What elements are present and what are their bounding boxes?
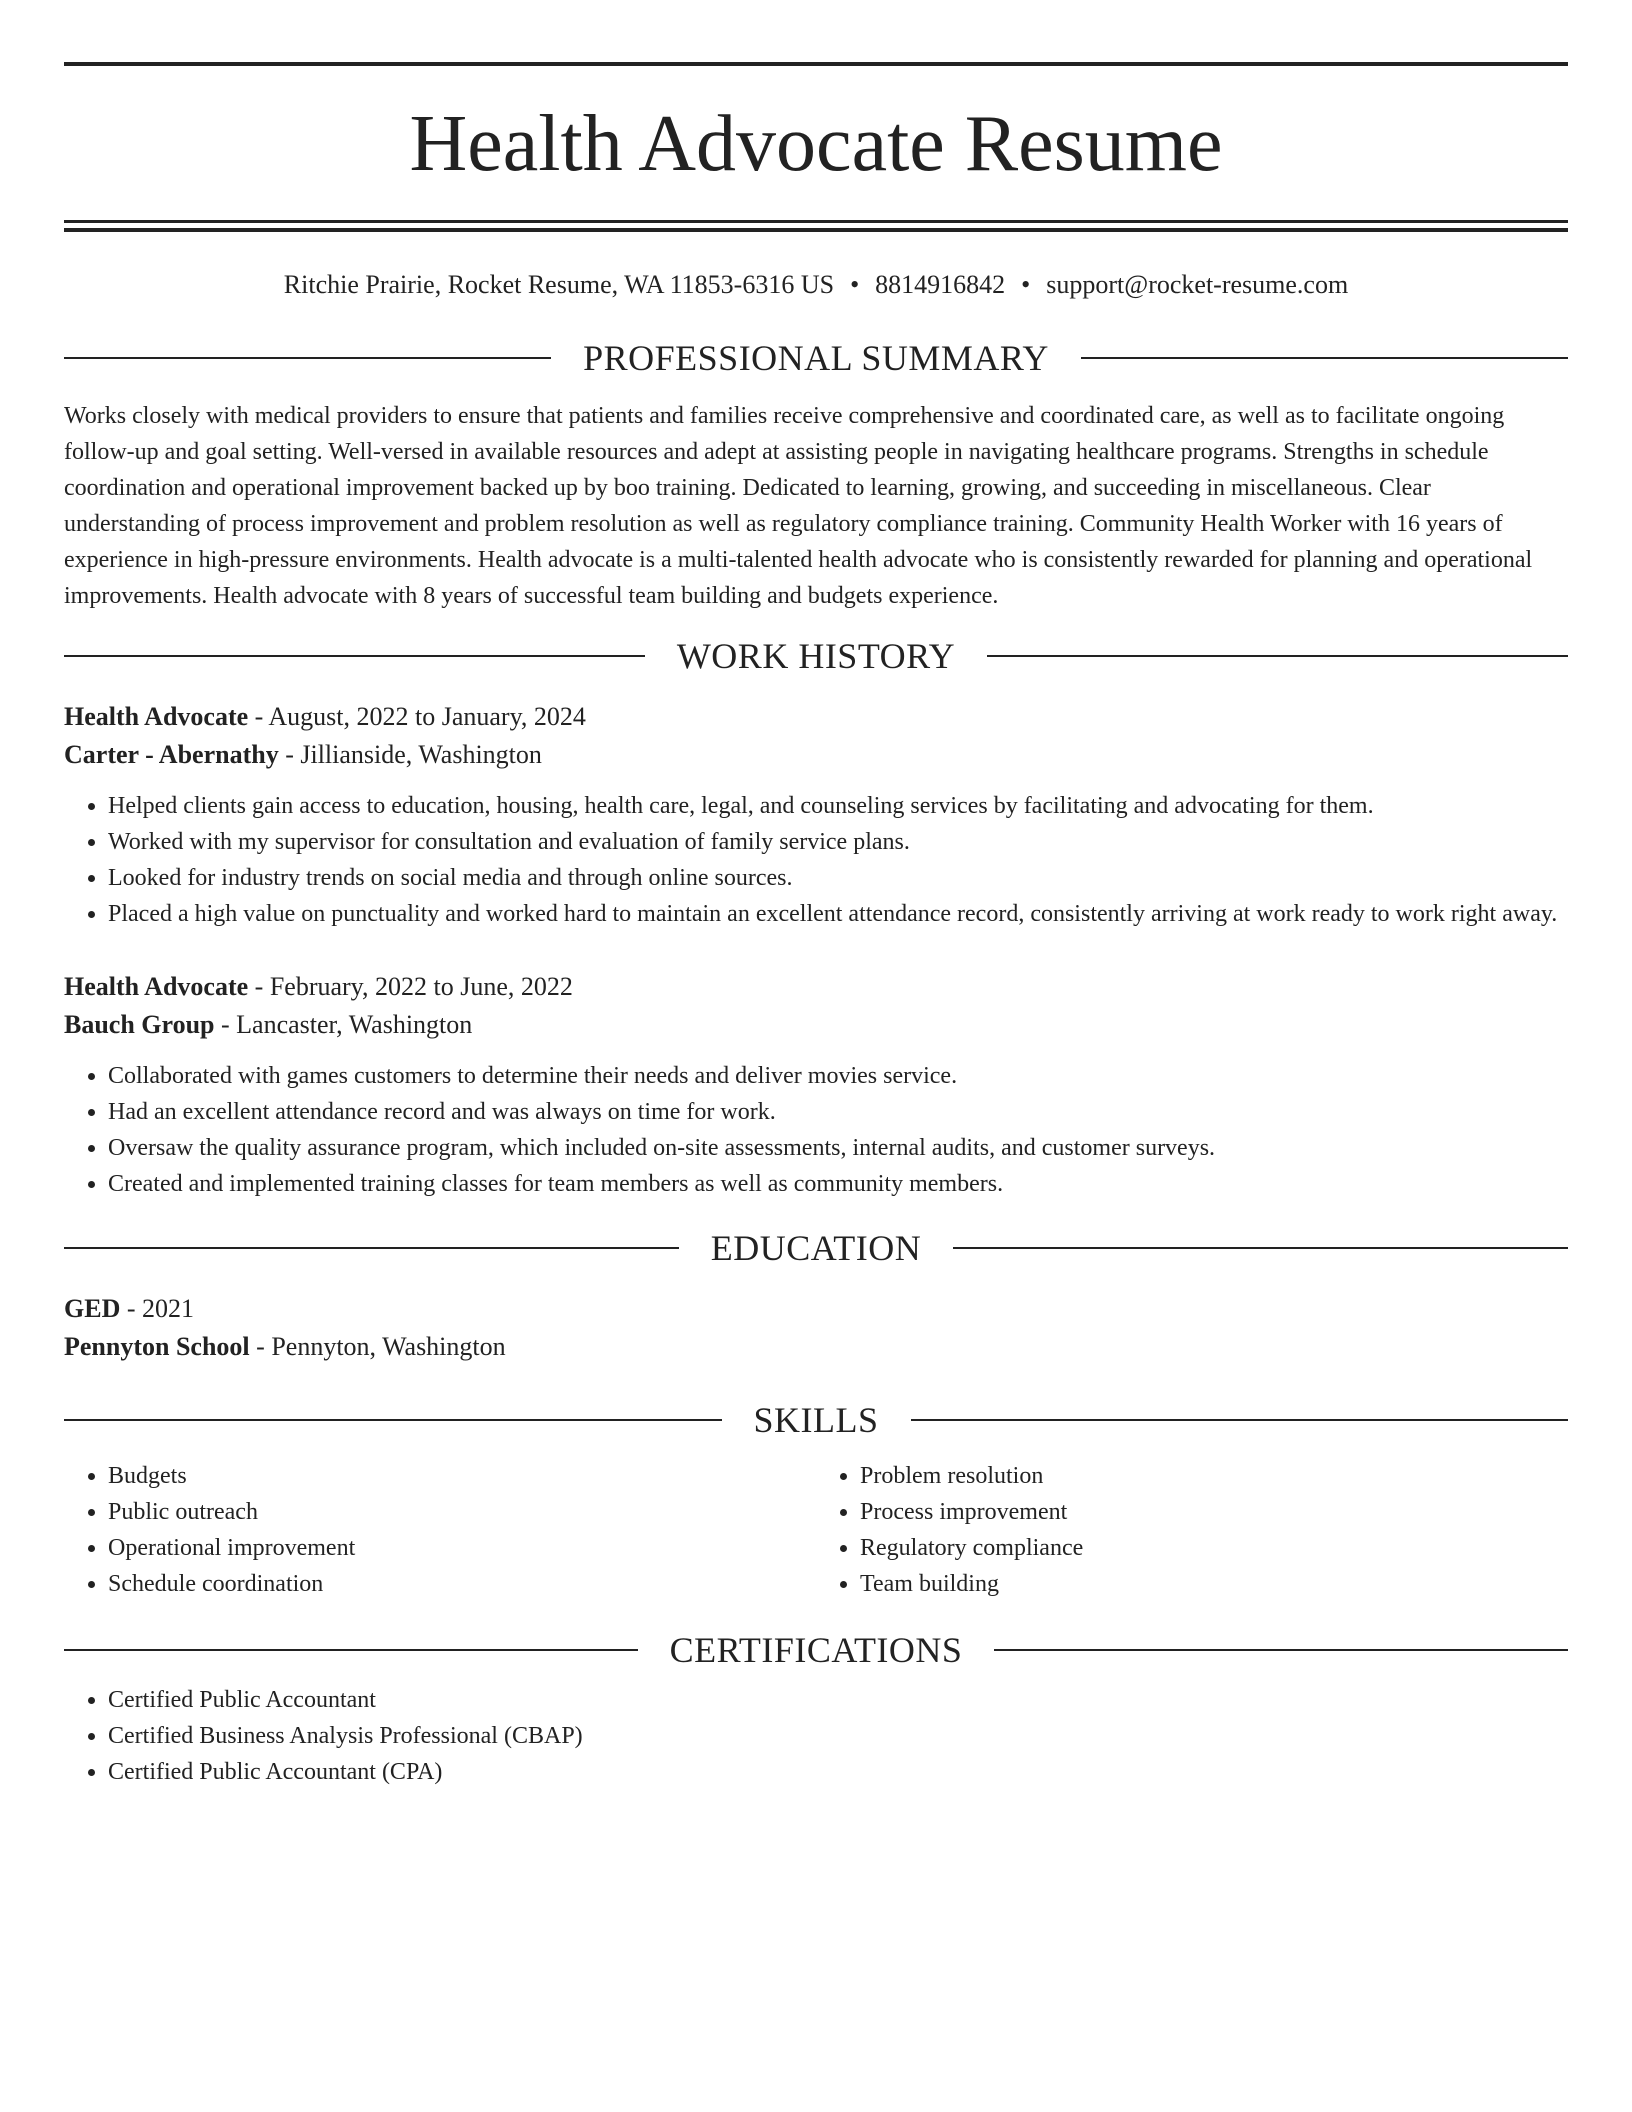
divider <box>64 1419 722 1421</box>
list-item: • Worked with my supervisor for consultation and evaluation of family service plans. <box>108 824 1568 860</box>
summary-section-heading <box>64 337 1568 378</box>
job-entry <box>64 968 1568 1202</box>
education-section-heading <box>64 1227 1568 1268</box>
divider <box>994 1649 1568 1651</box>
job-dates: - August, 2022 to January, 2024 <box>248 701 586 731</box>
skills-column-left <box>64 1458 816 1602</box>
list-item: • Had an excellent attendance record and was always on time for work. <box>108 1094 1568 1130</box>
contact-separator: • <box>850 270 860 299</box>
certifications-section-heading <box>64 1629 1568 1670</box>
skill-item: • Team building <box>860 1566 1568 1602</box>
section-title: SKILLS <box>753 1399 879 1440</box>
contact-separator: • <box>1021 270 1031 299</box>
job-company-line <box>64 1006 1568 1044</box>
certification-item: • Certified Public Accountant (CPA) <box>108 1754 1568 1790</box>
skill-item: • Problem resolution <box>860 1458 1568 1494</box>
job-location: - Lancaster, Washington <box>214 1009 473 1039</box>
divider <box>64 655 645 657</box>
job-title: Health Advocate <box>64 701 249 731</box>
job-location: - Jillianside, Washington <box>278 739 542 769</box>
education-school-line <box>64 1328 1568 1366</box>
contact-phone: 8814916842 <box>875 270 1006 299</box>
job-title-line <box>64 968 1568 1006</box>
section-title: EDUCATION <box>710 1227 922 1268</box>
divider <box>953 1247 1568 1249</box>
education-year: - 2021 <box>120 1293 195 1323</box>
job-entry <box>64 698 1568 932</box>
skill-item: • Schedule coordination <box>108 1566 816 1602</box>
list-item: • Looked for industry trends on social media and through online sources. <box>108 860 1568 896</box>
skill-item: • Process improvement <box>860 1494 1568 1530</box>
divider <box>64 357 551 359</box>
job-title-line <box>64 698 1568 736</box>
certifications-list <box>64 1682 1568 1790</box>
divider <box>64 1247 679 1249</box>
job-company: Carter - Abernathy <box>64 739 279 769</box>
skill-item: • Public outreach <box>108 1494 816 1530</box>
education-location: - Pennyton, Washington <box>249 1331 506 1361</box>
contact-line <box>64 268 1568 302</box>
skills-column-right <box>816 1458 1568 1602</box>
summary-text: Works closely with medical providers to ensure that patients and families receive comprehensive and coordinated care, as well as to facilitate ongoing follow-up and goal setting. Well-versed in available resources and adept at assisting people in navigating healthcare programs. Strengths in schedule coordination and operational improvement backed up by boo training. Dedicated to learning, growing, and succeeding in miscellaneous. Clear understanding of process improvement and problem resolution as well as regulatory compliance training. Community Health Worker with 16 years of experience in high-pressure environments. Health advocate is a multi-talented health advocate who is consistently rewarded for planning and operational improvements. Health advocate with 8 years of successful team building and budgets experience. <box>64 402 1533 609</box>
divider <box>1081 357 1568 359</box>
job-bullets <box>64 1058 1568 1202</box>
title-double-rule <box>64 220 1568 232</box>
list-item: • Created and implemented training classes for team members as well as community members. <box>108 1166 1568 1202</box>
job-company-line <box>64 736 1568 774</box>
divider <box>911 1419 1569 1421</box>
section-title: CERTIFICATIONS <box>669 1629 963 1670</box>
job-title: Health Advocate <box>64 971 249 1001</box>
page-title: Health Advocate Resume <box>409 100 1223 188</box>
skills-list <box>64 1458 1568 1602</box>
list-item: • Helped clients gain access to education, housing, health care, legal, and counseling services by facilitating and advocating for them. <box>108 788 1568 824</box>
education-degree-line <box>64 1290 1568 1328</box>
contact-address: Ritchie Prairie, Rocket Resume, WA 11853-6316 US <box>283 270 835 299</box>
skill-item: • Operational improvement <box>108 1530 816 1566</box>
skill-item: • Regulatory compliance <box>860 1530 1568 1566</box>
divider <box>64 1649 638 1651</box>
certification-item: • Certified Public Accountant <box>108 1682 1568 1718</box>
divider <box>987 655 1568 657</box>
education-school: Pennyton School <box>64 1331 250 1361</box>
section-title: PROFESSIONAL SUMMARY <box>583 337 1049 378</box>
skill-item: • Budgets <box>108 1458 816 1494</box>
list-item: • Collaborated with games customers to determine their needs and deliver movies service. <box>108 1058 1568 1094</box>
job-bullets <box>64 788 1568 932</box>
section-title: WORK HISTORY <box>676 635 956 676</box>
list-item: • Placed a high value on punctuality and worked hard to maintain an excellent attendance record, consistently arriving at work ready to work right away. <box>108 896 1568 932</box>
contact-email: support@rocket-resume.com <box>1046 270 1349 299</box>
skills-section-heading <box>64 1399 1568 1440</box>
education-degree: GED <box>64 1293 121 1323</box>
education-entry <box>64 1290 1568 1366</box>
top-rule <box>64 62 1568 66</box>
job-company: Bauch Group <box>64 1009 215 1039</box>
list-item: • Oversaw the quality assurance program, which included on-site assessments, internal audits, and customer surveys. <box>108 1130 1568 1166</box>
work-section-heading <box>64 635 1568 676</box>
job-dates: - February, 2022 to June, 2022 <box>248 971 573 1001</box>
certification-item: • Certified Business Analysis Professional (CBAP) <box>108 1718 1568 1754</box>
